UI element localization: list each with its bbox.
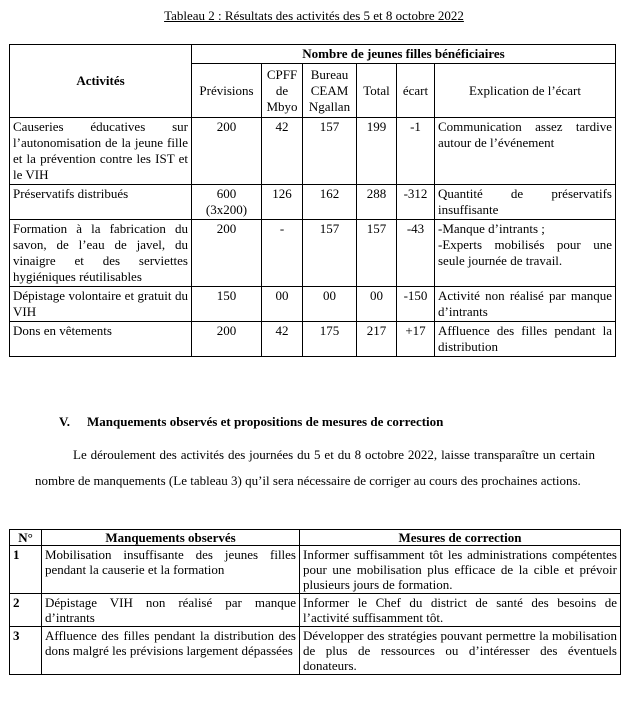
header-mesures: Mesures de correction [300, 530, 621, 546]
table-row [10, 220, 616, 287]
cell-total: 00 [357, 287, 397, 322]
table-row [10, 118, 616, 185]
table2-caption: Tableau 2 : Résultats des activités des 5 et 8 octobre 2022 [164, 8, 464, 23]
cell-num: 1 [10, 546, 42, 594]
cell-previsions: 200 [192, 118, 262, 185]
cell-manquement: Mobilisation insuffisante des jeunes filles pendant la causerie et la formation [42, 546, 300, 594]
paragraph-text: Le déroulement des activités des journées du 5 et du 8 octobre 2022, laisse transparaître un certain nombre de manquements (Le tableau 3) qu’il sera nécessaire de corriger au cours des prochaines actions. [35, 447, 595, 488]
cell-manquement: Dépistage VIH non réalisé par manque d’intrants [42, 594, 300, 627]
explication-line: -Manque d’intrants ; [438, 221, 545, 236]
cell-num: 2 [10, 594, 42, 627]
header-previsions: Prévisions [192, 64, 262, 118]
section-heading [59, 414, 443, 430]
header-bureau: Bureau CEAM Ngallan [303, 64, 357, 118]
cell-ecart: +17 [397, 322, 435, 357]
table-row [10, 322, 616, 357]
cell-mesure: Développer des stratégies pouvant permettre la mobilisation de plus de ressources ou d’intéresser des éventuels donateurs. [300, 627, 621, 675]
cell-previsions: 200 [192, 220, 262, 287]
header-total: Total [357, 64, 397, 118]
section-number: V. [59, 414, 70, 429]
cell-previsions: 150 [192, 287, 262, 322]
cell-ecart: -43 [397, 220, 435, 287]
header-num: N° [10, 530, 42, 546]
corrections-table [9, 529, 621, 675]
explication-line: -Experts mobilisés pour une seule journée de travail. [438, 237, 612, 268]
cell-explication: Activité non réalisé par manque d’intrants [435, 287, 616, 322]
cell-explication: Affluence des filles pendant la distribution [435, 322, 616, 357]
cell-ecart: -312 [397, 185, 435, 220]
cell-bureau: 175 [303, 322, 357, 357]
cell-bureau: 162 [303, 185, 357, 220]
cell-explication: Quantité de préservatifs insuffisante [435, 185, 616, 220]
cell-mesure: Informer suffisamment tôt les administrations compétentes pour une mobilisation plus efficace de la cible et prévoir plusieurs jours de formation. [300, 546, 621, 594]
cell-manquement: Affluence des filles pendant la distribution des dons malgré les prévisions largement dépassées [42, 627, 300, 675]
cell-mesure: Informer le Chef du district de santé des besoins de l’activité suffisamment tôt. [300, 594, 621, 627]
cell-total: 288 [357, 185, 397, 220]
cell-activite: Dons en vêtements [10, 322, 192, 357]
cell-total: 157 [357, 220, 397, 287]
section-title: Manquements observés et propositions de mesures de correction [87, 414, 444, 429]
cell-bureau: 157 [303, 220, 357, 287]
table-row [10, 287, 616, 322]
results-table [9, 44, 616, 357]
cell-bureau: 00 [303, 287, 357, 322]
cell-explication [435, 220, 616, 287]
header-group: Nombre de jeunes filles bénéficiaires [192, 45, 616, 64]
cell-cpff: 42 [262, 118, 303, 185]
header-manquements: Manquements observés [42, 530, 300, 546]
cell-num: 3 [10, 627, 42, 675]
cell-activite: Préservatifs distribués [10, 185, 192, 220]
cell-total: 199 [357, 118, 397, 185]
table-row [10, 627, 621, 675]
header-cpff: CPFF de Mbyo [262, 64, 303, 118]
cell-bureau: 157 [303, 118, 357, 185]
cell-ecart: -1 [397, 118, 435, 185]
cell-activite: Causeries éducatives sur l’autonomisation de la jeune fille et la prévention contre les IST et le VIH [10, 118, 192, 185]
cell-previsions: 600 (3x200) [192, 185, 262, 220]
table-row [10, 594, 621, 627]
table-row [10, 546, 621, 594]
cell-cpff: - [262, 220, 303, 287]
header-explication: Explication de l’écart [435, 64, 616, 118]
cell-activite: Formation à la fabrication du savon, de l’eau de javel, du vinaigre et des serviettes hygiéniques réutilisables [10, 220, 192, 287]
cell-cpff: 126 [262, 185, 303, 220]
cell-explication: Communication assez tardive autour de l’événement [435, 118, 616, 185]
header-ecart: écart [397, 64, 435, 118]
table-row [10, 185, 616, 220]
cell-previsions: 200 [192, 322, 262, 357]
cell-ecart: -150 [397, 287, 435, 322]
section-paragraph [35, 442, 595, 494]
cell-activite: Dépistage volontaire et gratuit du VIH [10, 287, 192, 322]
cell-cpff: 00 [262, 287, 303, 322]
header-activites: Activités [10, 45, 192, 118]
cell-total: 217 [357, 322, 397, 357]
cell-cpff: 42 [262, 322, 303, 357]
